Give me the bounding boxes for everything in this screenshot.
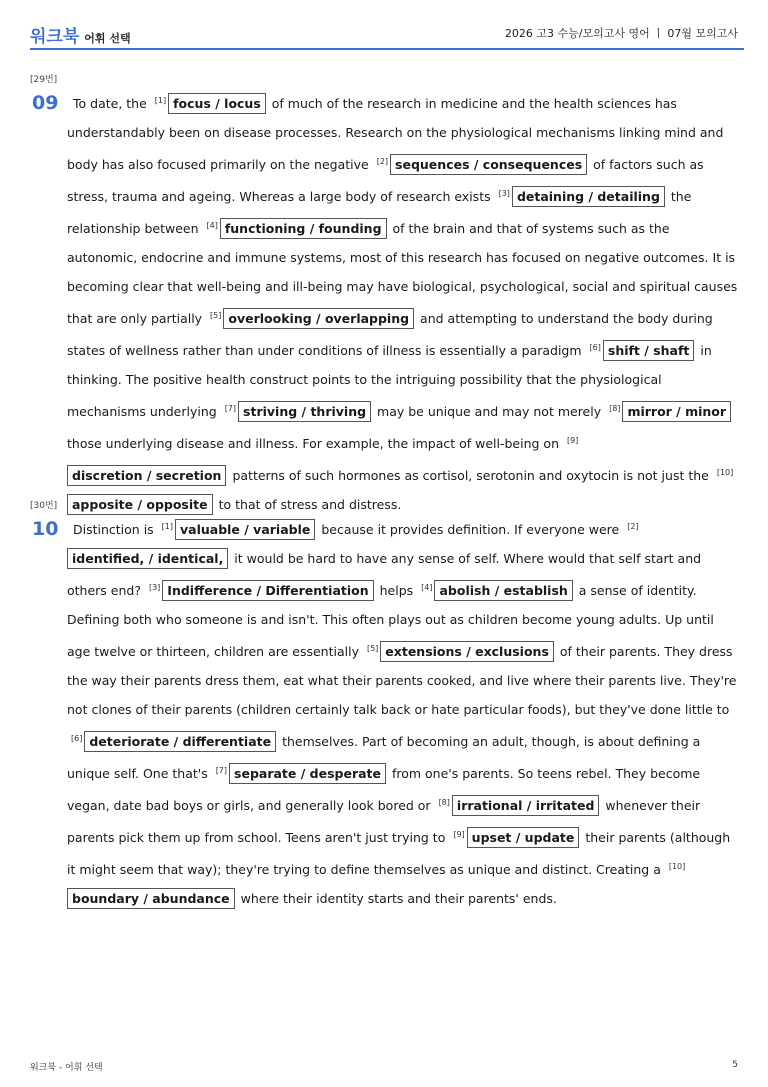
passage-text: to that of stress and distress. [214, 497, 402, 512]
passage-text: whenever their parents pick them up from school. Teens aren't just trying to [67, 798, 701, 845]
passage-text: of factors such as stress, trauma and ageing. Whereas a large body of research exists [67, 157, 704, 204]
passage-text: those underlying disease and illness. For example, the impact of well-being on [67, 436, 563, 451]
question-source-label: [29번] [30, 75, 58, 85]
question-number: 09 [32, 92, 59, 114]
blank-marker: [4] [206, 221, 218, 230]
page-header [30, 22, 744, 50]
vocab-choice-box[interactable]: functioning / founding [220, 218, 387, 239]
blank-marker: [1] [154, 96, 167, 105]
vocab-choice-box[interactable]: separate / desperate [229, 763, 386, 784]
blank-marker: [2] [627, 522, 639, 531]
vocab-choice-box[interactable]: sequences / consequences [390, 154, 587, 175]
blank-marker: [4] [421, 583, 433, 592]
passage-q1 [67, 86, 739, 519]
blank-marker: [2] [376, 157, 389, 166]
exam-title: 2026 고3 수능/모의고사 영어 ㅣ 07월 모의고사 [504, 27, 738, 40]
vocab-choice-box[interactable]: detaining / detailing [512, 186, 665, 207]
vocab-choice-box[interactable]: discretion / secretion [67, 465, 226, 486]
passage-text: of the brain and that of systems such as the autonomic, endocrine and immune systems, most of this research has focused on negative outcomes. It is becoming clear that well-being and ill-being may have biological, psychological, social and spiritual causes that are only partially [67, 221, 738, 326]
footer-title: 워크북 - 어휘 선택 [30, 1063, 103, 1073]
passage-text: in thinking. The positive health construct points to the intriguing possibility that the physiological mechanisms underlying [67, 343, 712, 419]
passage-q2 [67, 512, 739, 913]
vocab-choice-box[interactable]: mirror / minor [622, 401, 731, 422]
blank-marker: [7] [215, 766, 228, 775]
blank-marker: [3] [148, 583, 161, 592]
vocab-choice-box[interactable]: identified, / identical, [67, 548, 228, 569]
passage-text: the relationship between [67, 189, 692, 236]
passage-text: To date, the [73, 96, 151, 111]
blank-marker: [6] [589, 343, 601, 352]
vocab-choice-box[interactable]: extensions / exclusions [380, 641, 554, 662]
passage-text: themselves. Part of becoming an adult, though, is about defining a unique self. One that's [67, 734, 701, 781]
blank-marker: [9] [453, 830, 465, 839]
passage-text: where their identity starts and their parents' ends. [236, 891, 557, 906]
passage-text: of much of the research in medicine and the health sciences has understandably been on disease processes. Research on the physiological mechanisms linking mind and body has also focused primarily on the negative [67, 96, 724, 172]
question-source-label: [30번] [30, 501, 58, 511]
passage-text: a sense of identity. Defining both who someone is and isn't. This often plays out as children become young adults. Up until age twelve or thirteen, children are essentially [67, 583, 714, 659]
passage-text: and attempting to understand the body during states of wellness rather than under conditions of illness is essentially a paradigm [67, 311, 713, 358]
brand-name: 워크북 [30, 27, 80, 47]
passage-text: of their parents. They dress the way their parents dress them, eat what their parents cooked, and live where their parents live. They're not clones of their parents (children certainly talk back or hate particular foods), but they've done little to [67, 644, 737, 717]
vocab-choice-box[interactable]: deteriorate / differentiate [84, 731, 276, 752]
blank-marker: [9] [566, 436, 579, 445]
blank-marker: [8] [609, 404, 621, 413]
blank-marker: [3] [498, 189, 510, 198]
blank-marker: [1] [161, 522, 173, 531]
vocab-choice-box[interactable]: Indifference / Differentiation [162, 580, 373, 601]
passage-text: Distinction is [73, 522, 158, 537]
brand-subtitle: 어휘 선택 [84, 32, 131, 45]
vocab-choice-box[interactable]: apposite / opposite [67, 494, 213, 515]
blank-marker: [10] [668, 862, 686, 871]
passage-text: patterns of such hormones as cortisol, serotonin and oxytocin is not just the [228, 468, 713, 483]
passage-text: from one's parents. So teens rebel. They become vegan, date bad boys or girls, and generally look bored or [67, 766, 701, 813]
vocab-choice-box[interactable]: striving / thriving [238, 401, 371, 422]
vocab-choice-box[interactable]: valuable / variable [175, 519, 315, 540]
blank-marker: [7] [224, 404, 237, 413]
passage-text: helps [375, 583, 418, 598]
vocab-choice-box[interactable]: abolish / establish [434, 580, 572, 601]
question-number: 10 [32, 518, 59, 540]
blank-marker: [5] [366, 644, 379, 653]
vocab-choice-box[interactable]: overlooking / overlapping [223, 308, 414, 329]
passage-text: it would be hard to have any sense of self. Where would that self start and others end? [67, 551, 702, 598]
blank-marker: [10] [716, 468, 734, 477]
vocab-choice-box[interactable]: shift / shaft [603, 340, 695, 361]
vocab-choice-box[interactable]: focus / locus [168, 93, 266, 114]
vocab-choice-box[interactable]: upset / update [467, 827, 580, 848]
passage-text: because it provides definition. If everyone were [317, 522, 624, 537]
vocab-choice-box[interactable]: boundary / abundance [67, 888, 235, 909]
page-number: 5 [732, 1060, 738, 1070]
vocab-choice-box[interactable]: irrational / irritated [452, 795, 600, 816]
blank-marker: [5] [210, 311, 222, 320]
blank-marker: [8] [438, 798, 450, 807]
passage-text: may be unique and may not merely [373, 404, 606, 419]
brand [30, 22, 131, 47]
blank-marker: [6] [71, 734, 83, 743]
passage-text: their parents (although it might seem that way); they're trying to define themselves as unique and distinct. Creating a [67, 830, 731, 877]
